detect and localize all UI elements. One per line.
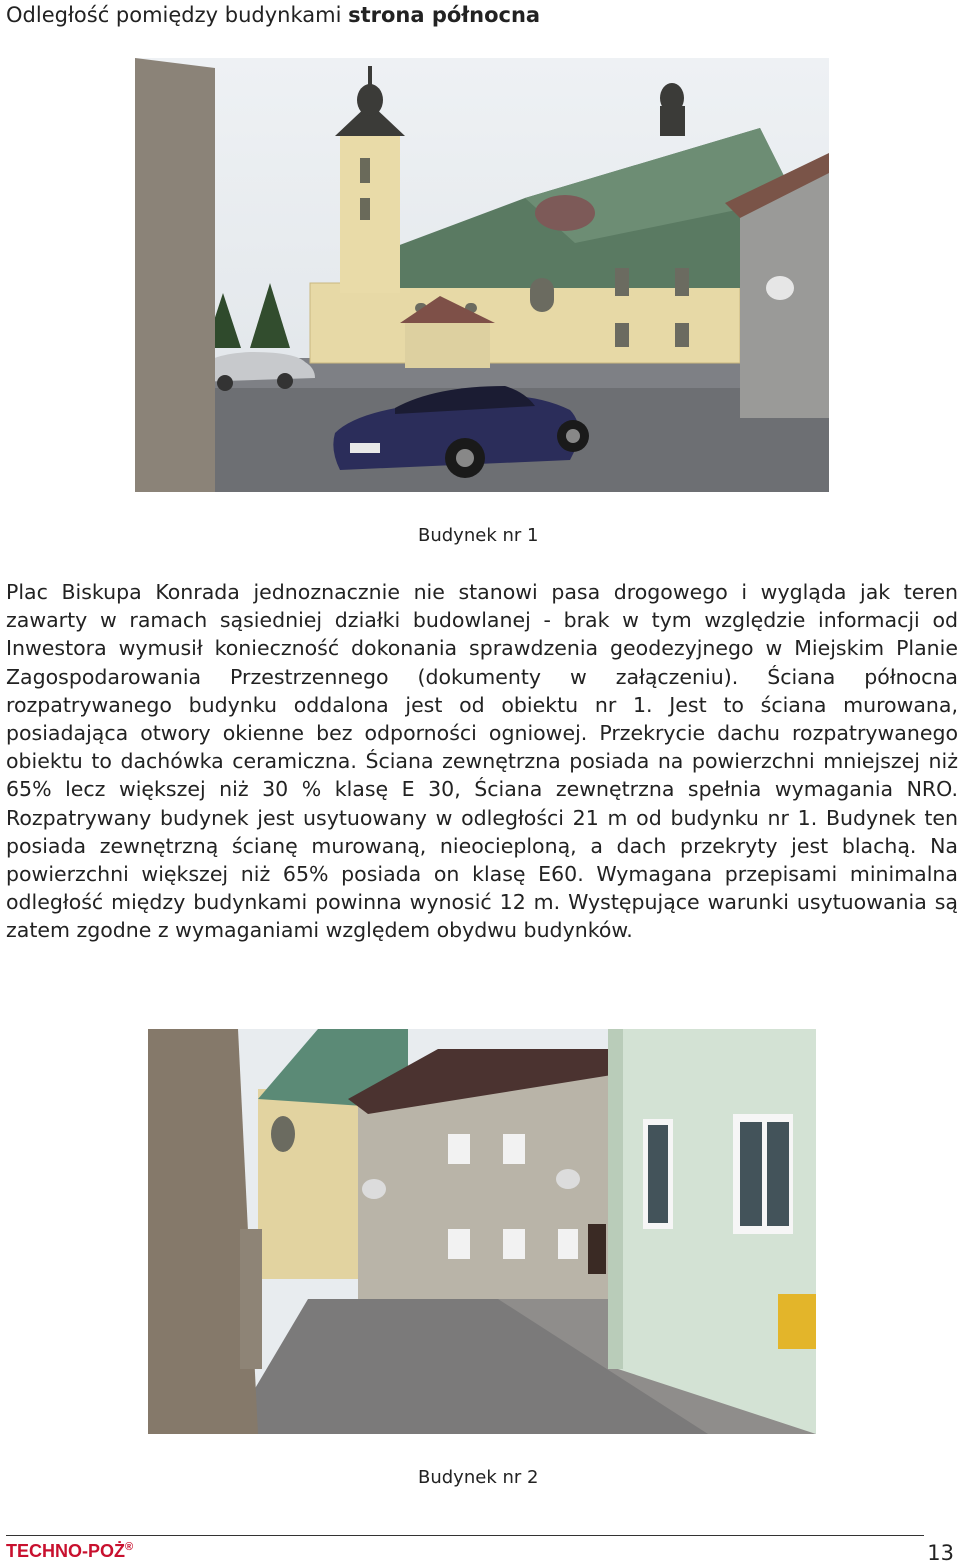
body-paragraph: Plac Biskupa Konrada jednoznacznie nie stanowi pasa drogowego i wygląda jak teren zawarty w ramach sąsiedniej działki budowlanej - brak w tym względzie informacji od Inwestora wymusił konieczność dokonania sprawdzenia geodezyjnego w Miejskim Planie Zagospodarowania Przestrzennego (dokumenty w załączeniu). Ściana północna rozpatrywanego budynku oddalona jest od obiektu nr 1. Jest to ściana murowana, posiadająca otwory okienne bez odporności ogniowej. Przekrycie dachu rozpatrywanego obiektu to dachówka ceramiczna. Ściana zewnętrzna posiada na powierzchni mniejszej niż 65% lecz większej niż 30 % klasę E 30, Ściana zewnętrzna spełnia wymagania NRO. Rozpatrywany budynek jest usytuowany w odległości 21 m od budynku nr 1. Budynek ten posiada zewnętrzną ścianę murowaną, nieocieploną, a dach przekryty jest blachą. Na powierzchni większej niż 65% posiada on klasę E60. Wymagana przepisami minimalna odległość między budynkami powinna wynosić 12 m. Występujące warunki usytuowania są zatem zgodne z wymaganiami względem obydwu budynków. [6,580,958,943]
photo-2-caption: Budynek nr 2 [418,1467,539,1488]
photo-1-caption: Budynek nr 1 [418,525,539,546]
footer-logo [6,1541,133,1562]
heading-normal: Odległość pomiędzy budynkami [6,3,349,27]
photo-building-1 [135,58,829,492]
heading-bold: strona północna [348,3,541,27]
registered-mark: ® [125,1541,134,1553]
footer-divider [6,1535,924,1536]
page-number: 13 [927,1541,954,1565]
footer-logo-text: TECHNO-POŻ [6,1541,125,1561]
photo-building-2 [148,1029,816,1434]
page-heading [6,2,540,28]
